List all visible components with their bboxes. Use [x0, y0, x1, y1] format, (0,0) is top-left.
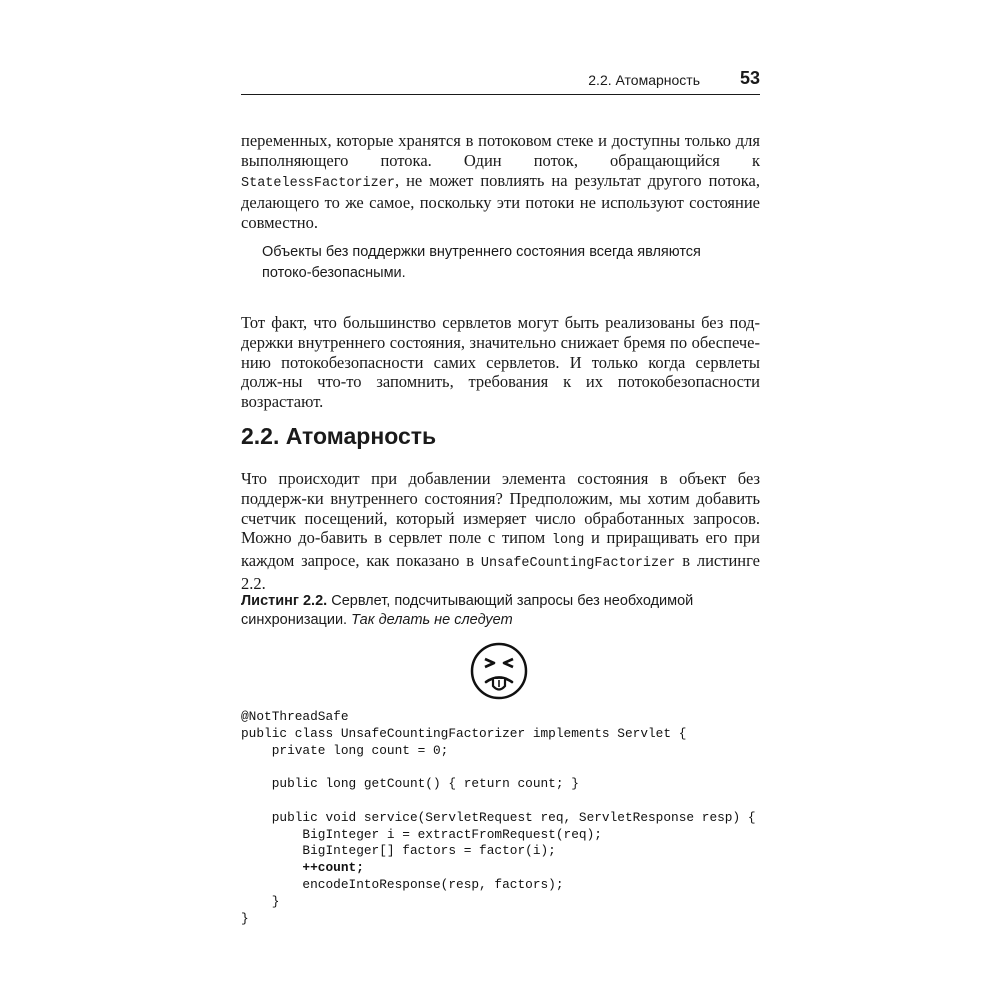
paragraph-text: переменных, которые хранятся в потоковом стеке и доступны только для выполняющего потока. Один поток, обращающийся к: [241, 131, 760, 170]
code-line: BigInteger i = extractFromRequest(req);: [241, 826, 602, 842]
inline-code: StatelessFactorizer: [241, 175, 395, 191]
inline-code: long: [551, 533, 585, 549]
listing-warning: Так делать не следует: [351, 612, 513, 628]
code-line: [241, 759, 756, 776]
paragraph-servlets-stateless: Тот факт, что большинство сервлетов могут быть реализованы без под-держки внутреннего состояния, значительно снижает бремя по обеспече-нию потокобезопасности самих сервлетов. И только когда сервлеты долж-ны что-то запомнить, требования к их потокобезопасности возрастают.: [241, 313, 760, 412]
code-line: BigInteger[] factors = factor(i);: [241, 843, 556, 859]
paragraph-text: Что происходит при добавлении элемента состояния в объект без поддерж-ки внутреннего состояния? Предположим, мы хотим добавить счетчик посещений, который измеряет число обработанных запросов. Можно до-бавить в сервлет поле с типом: [241, 469, 760, 548]
listing-caption-text: Сервлет, подсчитывающий запросы без необходимой синхронизации.: [241, 593, 694, 628]
running-header: [241, 68, 760, 95]
listing-label: Листинг 2.2.: [241, 593, 328, 609]
code-line: [241, 793, 756, 810]
code-line: private long count = 0;: [241, 742, 449, 758]
code-line: public class UnsafeCountingFactorizer implements Servlet {: [241, 725, 687, 741]
code-listing: [241, 709, 756, 927]
code-line: @NotThreadSafe: [241, 709, 349, 724]
paragraph-text: и приращивать его при каждом запросе, как показано в: [241, 528, 760, 571]
code-line: public long getCount() { return count; }: [241, 776, 579, 792]
section-heading: 2.2. Атомарность: [241, 423, 437, 449]
callout-note: Объекты без поддержки внутреннего состояния всегда являются потоко-безопасными.: [262, 244, 701, 281]
code-line: ++count;: [241, 860, 364, 876]
code-line: public void service(ServletRequest req, ServletResponse resp) {: [241, 809, 756, 825]
paragraph-stateless-threads: [241, 131, 760, 233]
listing-caption: [241, 592, 760, 630]
code-line: }: [241, 893, 280, 909]
code-line: }: [241, 910, 249, 926]
inline-code: UnsafeCountingFactorizer: [480, 556, 676, 572]
paragraph-text: , не может повлиять на результат другого потока, делающего то же самое, поскольку эти потоки не используют состояние совместно.: [241, 170, 760, 233]
disgusted-face-icon: [470, 642, 528, 700]
running-header-section-title: 2.2. Атомарность: [588, 72, 700, 88]
code-line: encodeIntoResponse(resp, factors);: [241, 876, 564, 892]
paragraph-text: в листинге 2.2.: [241, 551, 760, 593]
page-number: 53: [739, 68, 760, 88]
paragraph-adding-state: [241, 469, 760, 594]
